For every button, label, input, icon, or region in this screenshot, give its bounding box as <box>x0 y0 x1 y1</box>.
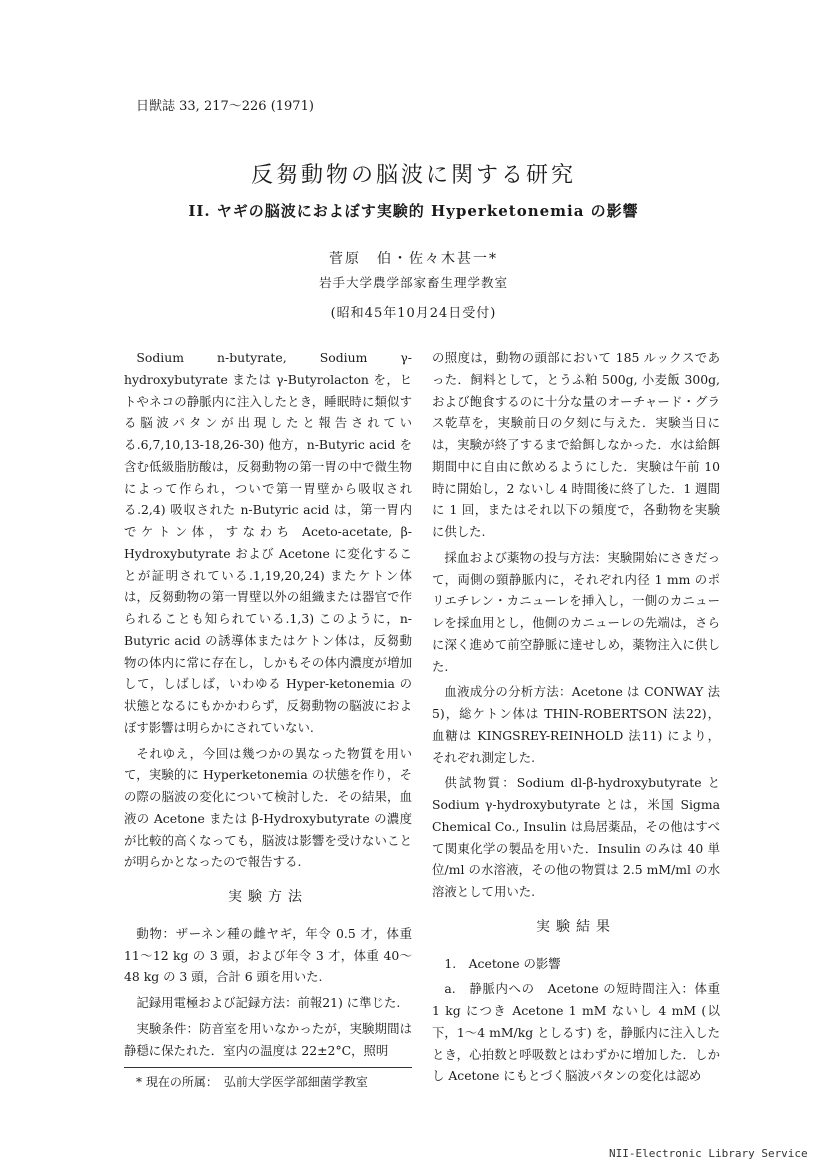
materials-paragraph: 供試物質：Sodium dl-β-hydroxybutyrate と Sodium γ-hydroxybutyrate とは，米国 Sigma Chemical Co., Insulin は鳥居薬品，その他はすべて関東化学の製品を用いた．Insulin のみは 40 単位/ml の水溶液，その他の物質は 2.5 mM/ml の水溶液として用いた. <box>432 775 720 899</box>
methods-animals: 動物：ザーネン種の雌ヤギ，年令 0.5 才，体重 11〜12 kg の 3 頭，および年令 3 才，体重 40〜48 kg の 3 頭，合計 6 頭を用いた. <box>124 925 412 985</box>
affiliation: 岩手大学農学部家畜生理学教室 <box>318 275 508 290</box>
results-subheading: 1. Acetone の影響 <box>444 955 561 971</box>
paper-subtitle: II. ヤギの脳波におよぼす実験的 Hyperketonemia の影響 <box>188 202 639 220</box>
left-column <box>124 347 412 1098</box>
right-column <box>432 347 720 1091</box>
journal-citation: 日獣誌 33, 217〜226 (1971) <box>136 99 314 114</box>
methods-conditions: 実験条件：防音室を用いなかったが，実験期間は静穏に保たれた．室内の温度は 22±2°C，照明 <box>124 1020 412 1058</box>
paper-title: 反芻動物の脳波に関する研究 <box>250 163 576 188</box>
methods-electrodes: 記録用電極および記録方法：前報21) に準じた. <box>136 995 401 1010</box>
intro-paragraph-2: それゆえ，今回は幾つかの異なった物質を用いて，実験的に Hyperketonemia の状態を作り，その際の脳波の変化について検討した．その結果，血液の Acetone または β-Hydroxybutyrate の濃度が比較的高くなっても，脳波は影響を受けないことが明らかとなったので報告する. <box>124 745 412 870</box>
footnote: * 現在の所属： 弘前大学医学部細菌学教室 <box>136 1075 368 1090</box>
methods-heading: 実験方法 <box>228 889 308 905</box>
analysis-paragraph: 血液成分の分析方法：Acetone は CONWAY 法5)，総ケトン体は THIN-ROBERTSON 法22)，血糖は KINGSREY-REINHOLD 法11) により，それぞれ測定した. <box>432 684 720 765</box>
author-list: 菅原 伯・佐々木甚一* <box>329 251 498 267</box>
conditions-continued: の照度は，動物の頭部において 185 ルックスであった．飼料として，とうふ粕 500g, 小麦飯 300g, および飽食するのに十分な量のオーチャード・グラス乾草を，実験前日の夕刻に与えた．実験当日には，実験が終了するまで給餌しなかった．水は給餌期間中に自由に飲めるようにした．実験は午前 10時に開始し，2 ないし 4 時間後に終了した．1 週間に 1 回，またはそれ以下の頻度で，各動物を実験に供した. <box>432 350 720 539</box>
intro-paragraph-1: Sodium n-butyrate, Sodium γ-hydroxybutyrate または γ-Butyrolacton を，ヒトやネコの静脈内に注入したとき，睡眠時に類似する脳波パタンが出現したと報告されている.6,7,10,13-18,26-30) 他方，n-Butyric acid を含む低級脂肪酸は，反芻動物の第一胃の中で微生物によって作られ，ついで第一胃壁から吸収される.2,4) 吸収された n-Butyric acid は，第一胃内でケトン体，すなわち Aceto-acetate, β-Hydroxybutyrate および Acetone に変化することが証明されている.1,19,20,24) またケトン体は，反芻動物の第一胃壁以外の組織または器官で作られることも知られている.1,3) このように，n-Butyric acid の誘導体またはケトン体は，反芻動物の体内に常に存在し，しかもその体内濃度が増加して，しばしば，いわゆる Hyper-ketonemia の状態となるにもかかわらず，反芻動物の脳波におよぼす影響は明らかにされていない. <box>124 350 412 735</box>
library-footer: NII-Electronic Library Service <box>609 1147 808 1160</box>
received-date: (昭和45年10月24日受付) <box>330 306 497 321</box>
footnote-divider <box>124 1067 412 1068</box>
results-paragraph-1: a. 静脈内への Acetone の短時間注入：体重 1 kg につき Acetone 1 mM ないし 4 mM (以下，1〜4 mM/kg としるす) を，静脈内に注入したとき，心拍数と呼吸数とはわずかに増加した．しかし Acetone にもとづく脳波パタンの変化は認め <box>432 981 720 1084</box>
blood-sampling-paragraph: 採血および薬物の投与方法：実験開始にさきだって，両側の頸静脈内に，それぞれ内径 1 mm のポリエチレン・カニューレを挿入し，一側のカニューレを採血用とし，他側のカニューレの先端は，さらに深く進めて前空静脈に達せしめ，薬物注入に供した. <box>432 549 720 674</box>
results-heading: 実験結果 <box>536 918 616 935</box>
